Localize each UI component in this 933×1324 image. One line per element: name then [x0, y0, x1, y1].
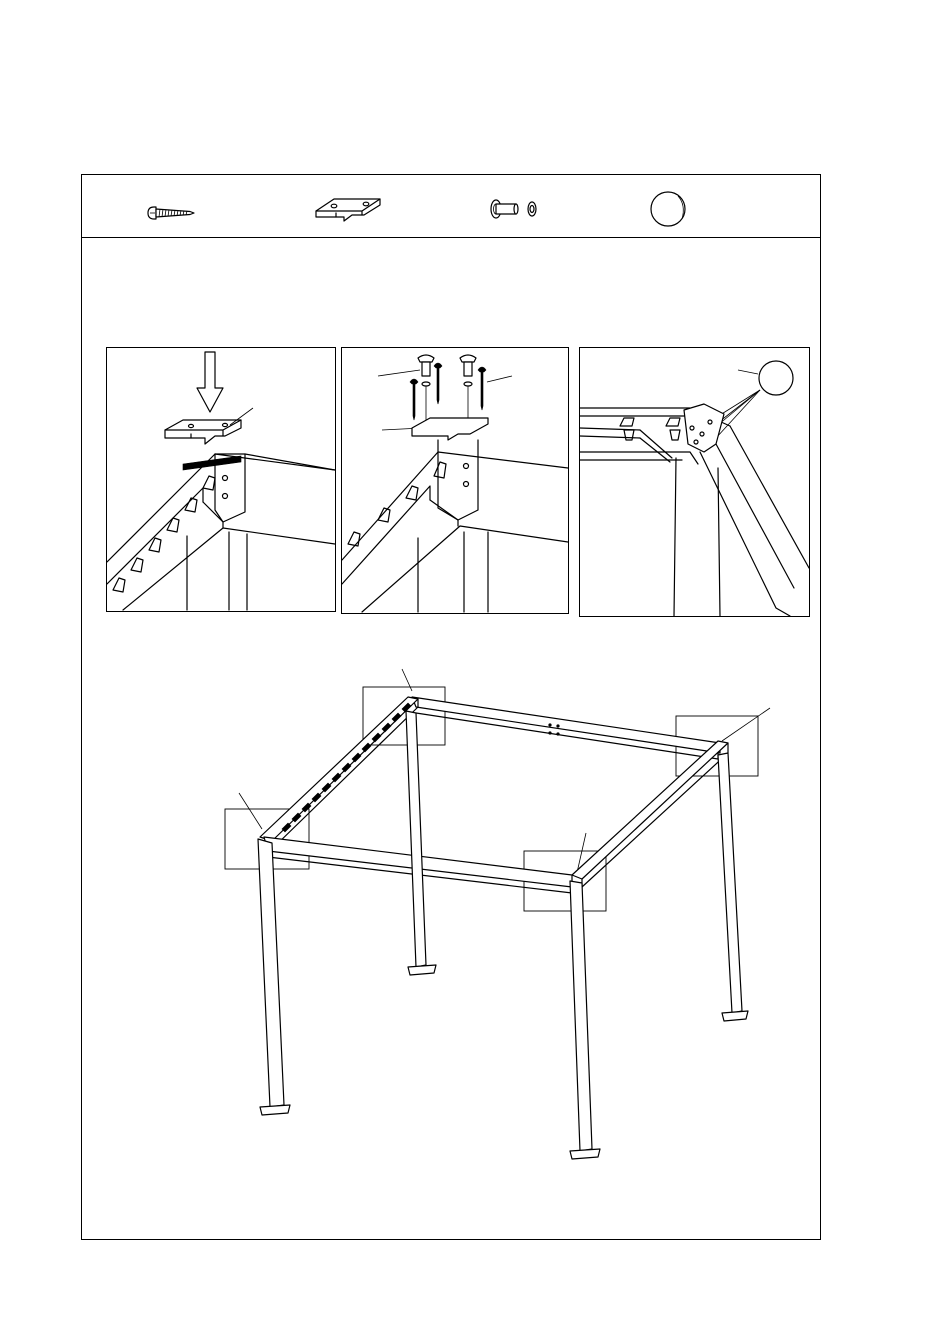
pergola-overview	[82, 175, 822, 1241]
pergola-frame-diagram	[82, 175, 822, 1241]
instruction-sheet	[81, 174, 821, 1240]
